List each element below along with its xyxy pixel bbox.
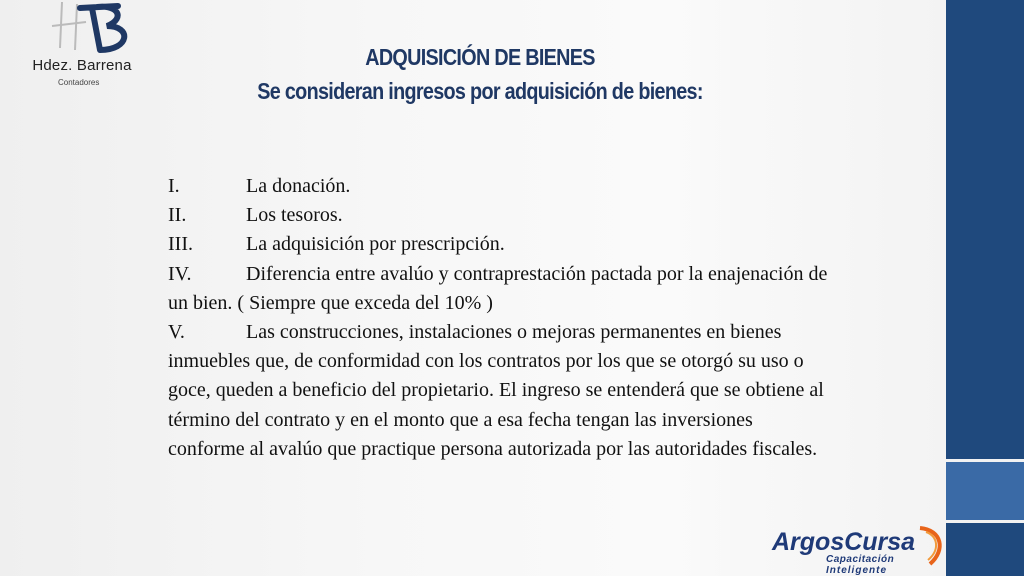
- title-line-1: ADQUISICIÓN DE BIENES: [365, 44, 595, 70]
- item-number: IV.: [168, 262, 192, 285]
- brand-name: ArgosCursa: [772, 528, 916, 556]
- items-list: [168, 172, 828, 464]
- item-text: La adquisición por prescripción.: [246, 233, 505, 256]
- list-item: [168, 201, 828, 230]
- item-text: Diferencia entre avalúo y contraprestación pactada por la enajenación de un bien. ( Siempre que exceda del 10% ): [168, 262, 828, 314]
- hdez-barrena-logo: [22, 0, 142, 100]
- list-item: [168, 230, 828, 259]
- slide-title: [205, 40, 755, 108]
- item-number: I.: [168, 175, 180, 197]
- item-number: II.: [168, 204, 187, 227]
- sidebar-divider: [946, 520, 1024, 523]
- brand-tagline-1: Capacitación: [826, 554, 895, 565]
- logo-name: Hdez. Barrena: [32, 57, 132, 74]
- sidebar-accent-block: [946, 462, 1024, 520]
- item-number: V.: [168, 321, 185, 344]
- item-text: Los tesoros.: [246, 204, 343, 227]
- list-item: [168, 260, 828, 318]
- logo-subtitle: Contadores: [58, 78, 100, 87]
- list-item: [168, 318, 828, 464]
- brand-tagline-2: Inteligente: [826, 565, 888, 576]
- item-text: Las construcciones, instalaciones o mejoras permanentes en bienes inmuebles que, de conformidad con los contratos por los que se otorgó su uso o goce, queden a beneficio del propietario. El ingreso se entenderá que se obtiene al término del contrato y en el monto que a esa fecha tengan las inversiones conforme al avalúo que practique persona autorizada por las autoridades fiscales.: [168, 321, 824, 460]
- title-line-2: Se consideran ingresos por adquisición de bienes:: [257, 78, 703, 104]
- list-item: [168, 172, 828, 201]
- argoscursa-logo: [770, 520, 950, 576]
- hb-monogram-icon: [22, 0, 142, 60]
- item-text: La donación.: [246, 175, 351, 197]
- item-number: III.: [168, 233, 193, 256]
- right-sidebar-bar: [946, 0, 1024, 576]
